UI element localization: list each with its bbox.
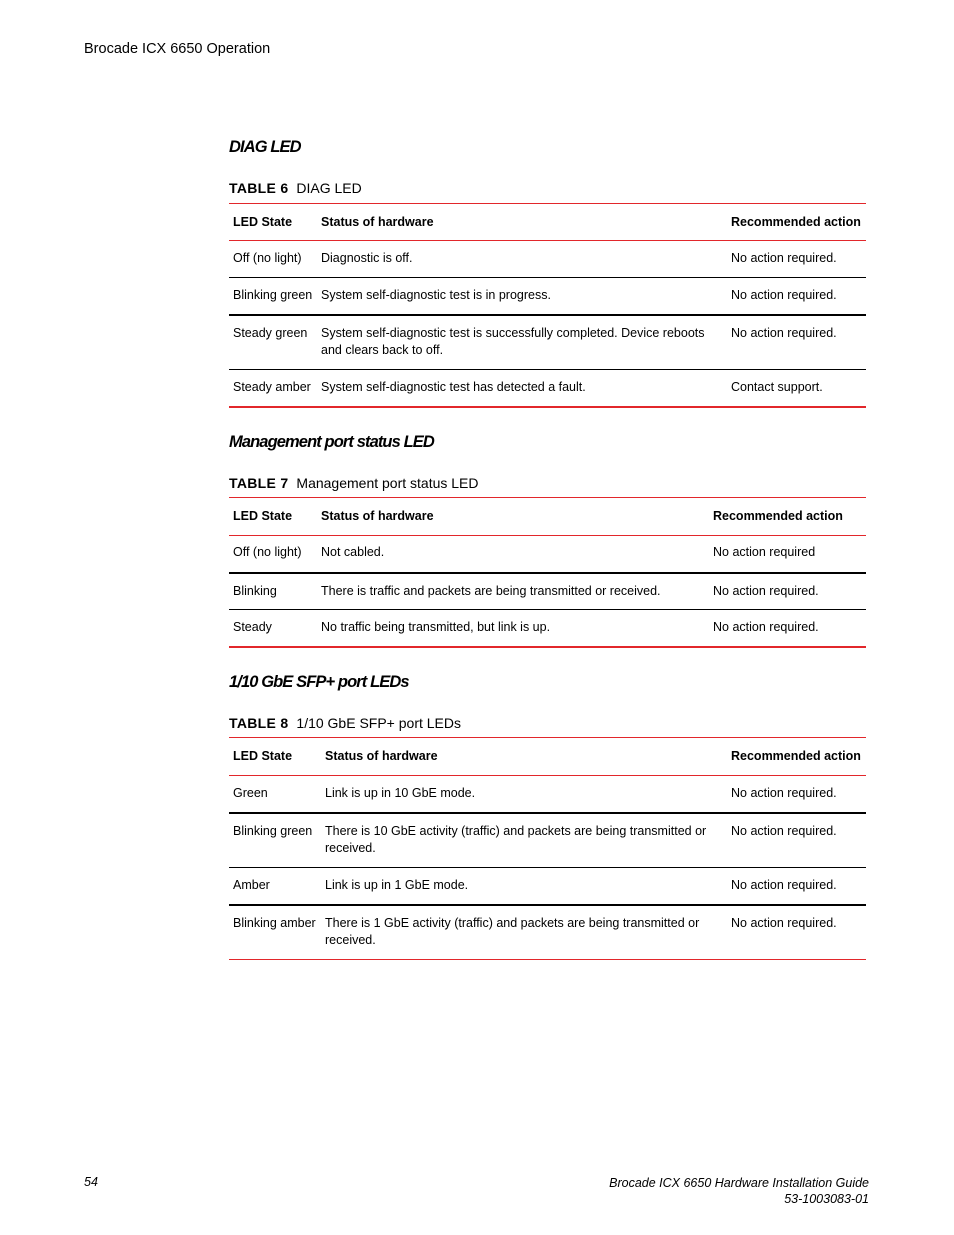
table-caption-title: 1/10 GbE SFP+ port LEDs: [296, 715, 461, 731]
status-cell: Not cabled.: [321, 545, 385, 559]
column-header-led-state: LED State: [233, 509, 293, 523]
led-state-cell: Amber: [233, 878, 270, 892]
status-cell: No traffic being transmitted, but link is up.: [321, 620, 551, 634]
led-state-cell: Off (no light): [233, 251, 302, 265]
section-heading-management-port: Management port status LED: [229, 433, 434, 451]
status-cell: System self-diagnostic test is in progress.: [321, 288, 551, 302]
footer-doc-number: 53-1003083-01: [784, 1192, 869, 1206]
diag-led-table: [229, 203, 866, 408]
column-header-status: Status of hardware: [325, 749, 438, 763]
footer-doc-info: [609, 1175, 869, 1207]
status-cell: Diagnostic is off.: [321, 251, 413, 265]
table-row: [229, 370, 866, 407]
table-caption-title: Management port status LED: [296, 475, 479, 491]
table-row: [229, 610, 866, 647]
led-state-cell: Steady: [233, 620, 272, 634]
action-cell: No action required.: [731, 823, 837, 838]
action-cell: No action required.: [713, 620, 819, 634]
table-row: [229, 278, 866, 315]
table-header-row: [229, 738, 866, 776]
led-state-cell: Steady green: [233, 325, 308, 340]
column-header-status: Status of hardware: [321, 509, 434, 523]
sfp-port-led-table: [229, 737, 866, 960]
column-header-status: Status of hardware: [321, 215, 434, 229]
running-header: Brocade ICX 6650 Operation: [84, 41, 271, 57]
status-cell: Link is up in 1 GbE mode.: [325, 878, 469, 892]
action-cell: No action required.: [713, 583, 819, 598]
table-row: [229, 573, 866, 610]
table-caption-diag-led: [229, 180, 362, 196]
table-row: [229, 536, 866, 573]
status-cell: There is traffic and packets are being transmitted or received.: [321, 583, 661, 598]
column-header-led-state: LED State: [233, 749, 293, 763]
table-row: [229, 905, 866, 960]
status-cell: There is 1 GbE activity (traffic) and packets are being transmitted or received.: [325, 915, 700, 947]
table-header-row: [229, 498, 866, 536]
table-header-row: [229, 204, 866, 241]
table-caption-management-port: [229, 475, 479, 491]
action-cell: Contact support.: [731, 380, 823, 394]
column-header-action: Recommended action: [731, 749, 861, 763]
status-cell: System self-diagnostic test is successfully completed. Device reboots and clears back to off.: [321, 325, 705, 357]
table-caption-label: TABLE 6: [229, 180, 289, 196]
led-state-cell: Off (no light): [233, 545, 302, 559]
management-port-led-table: [229, 497, 866, 648]
status-cell: Link is up in 10 GbE mode.: [325, 786, 476, 800]
action-cell: No action required.: [731, 251, 837, 265]
led-state-cell: Blinking green: [233, 288, 313, 302]
action-cell: No action required.: [731, 915, 837, 930]
led-state-cell: Green: [233, 786, 268, 800]
column-header-action: Recommended action: [731, 215, 861, 229]
action-cell: No action required.: [731, 325, 837, 340]
action-cell: No action required.: [731, 786, 837, 800]
column-header-led-state: LED State: [233, 215, 293, 229]
page-number: 54: [84, 1175, 98, 1189]
status-cell: System self-diagnostic test has detected a fault.: [321, 380, 586, 394]
table-row: [229, 315, 866, 370]
table-caption-title: DIAG LED: [296, 180, 362, 196]
table-row: [229, 868, 866, 905]
table-row: [229, 813, 866, 868]
action-cell: No action required.: [731, 878, 837, 892]
led-state-cell: Blinking green: [233, 823, 313, 838]
footer-doc-title: Brocade ICX 6650 Hardware Installation Guide: [609, 1176, 869, 1190]
column-header-action: Recommended action: [713, 509, 843, 523]
section-heading-diag-led: DIAG LED: [229, 138, 301, 156]
section-heading-sfp-port-leds: 1/10 GbE SFP+ port LEDs: [229, 673, 409, 691]
led-state-cell: Steady amber: [233, 380, 311, 394]
table-row: [229, 776, 866, 813]
led-state-cell: Blinking: [233, 583, 277, 598]
led-state-cell: Blinking amber: [233, 915, 316, 930]
status-cell: There is 10 GbE activity (traffic) and packets are being transmitted or received.: [325, 823, 707, 855]
table-caption-label: TABLE 7: [229, 475, 289, 491]
action-cell: No action required: [713, 545, 816, 559]
table-caption-label: TABLE 8: [229, 715, 289, 731]
action-cell: No action required.: [731, 288, 837, 302]
table-row: [229, 241, 866, 278]
table-caption-sfp-port-leds: [229, 715, 461, 731]
